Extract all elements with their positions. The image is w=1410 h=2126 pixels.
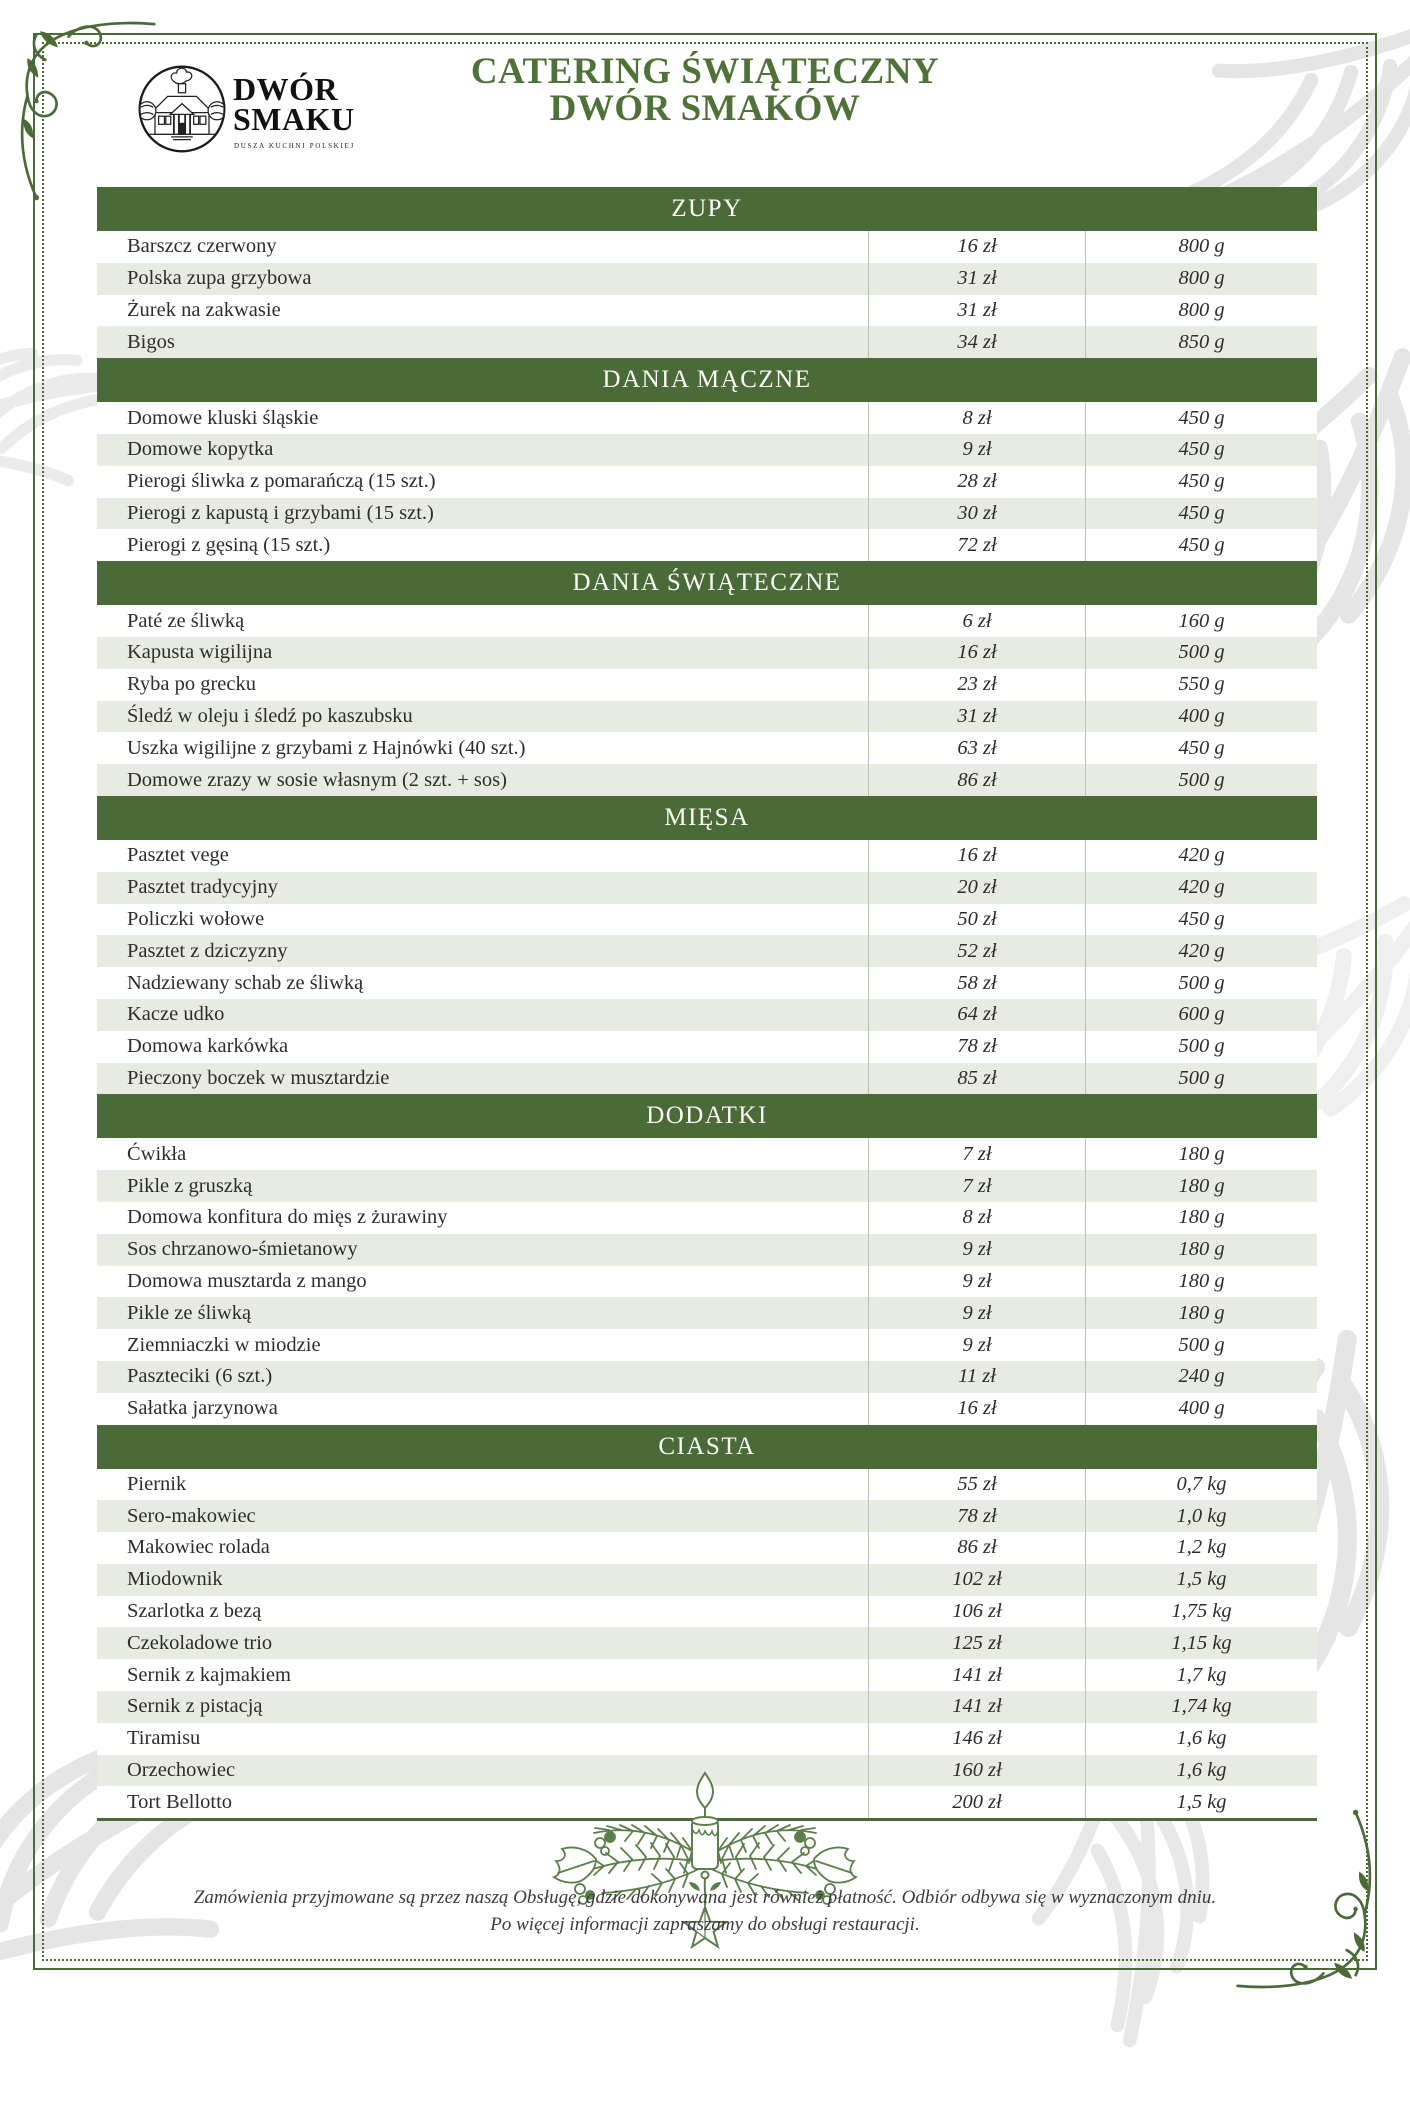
item-name: Makowiec rolada (127, 1536, 270, 1559)
item-weight: 850 g (1085, 326, 1317, 358)
item-price: 125 zł (868, 1627, 1085, 1659)
menu-item-row (97, 529, 1317, 561)
menu-item-row (97, 1723, 1317, 1755)
item-weight: 450 g (1085, 732, 1317, 764)
item-name: Orzechowiec (127, 1759, 236, 1782)
item-price: 63 zł (868, 732, 1085, 764)
menu-item-row (97, 326, 1317, 358)
page-title-line1: CATERING ŚWIĄTECZNY (470, 51, 940, 92)
item-price: 146 zł (868, 1723, 1085, 1755)
item-weight: 450 g (1085, 434, 1317, 466)
page-title (0, 53, 1410, 127)
menu-item-row (97, 263, 1317, 295)
menu-item-row (97, 231, 1317, 263)
menu-item-row (97, 1564, 1317, 1596)
item-weight: 180 g (1085, 1138, 1317, 1170)
item-name: Pierogi śliwka z pomarańczą (15 szt.) (127, 470, 436, 493)
item-price: 141 zł (868, 1691, 1085, 1723)
item-name: Sernik z pistacją (127, 1695, 263, 1718)
item-price: 58 zł (868, 967, 1085, 999)
item-price: 85 zł (868, 1063, 1085, 1095)
item-name: Kacze udko (127, 1003, 225, 1026)
item-price: 141 zł (868, 1659, 1085, 1691)
item-name: Polska zupa grzybowa (127, 267, 312, 290)
item-weight: 1,74 kg (1085, 1691, 1317, 1723)
item-weight: 500 g (1085, 1063, 1317, 1095)
menu-item-row (97, 1297, 1317, 1329)
item-weight: 160 g (1085, 605, 1317, 637)
menu-item-row (97, 1691, 1317, 1723)
item-weight: 1,5 kg (1085, 1564, 1317, 1596)
menu-item-row (97, 999, 1317, 1031)
menu-item-row (97, 1234, 1317, 1266)
menu-item-row (97, 466, 1317, 498)
item-name: Pikle z gruszką (127, 1174, 253, 1197)
item-price: 86 zł (868, 1532, 1085, 1564)
menu-item-row (97, 1202, 1317, 1234)
item-price: 30 zł (868, 498, 1085, 530)
item-name: Sałatka jarzynowa (127, 1397, 278, 1420)
item-name: Kapusta wigilijna (127, 641, 273, 664)
menu-item-row (97, 1627, 1317, 1659)
menu-item-row (97, 295, 1317, 327)
item-name: Pasztet z dziczyzny (127, 939, 288, 962)
item-weight: 450 g (1085, 466, 1317, 498)
footer-note-line2: Po więcej informacji zapraszamy do obsługi restauracji. (490, 1914, 920, 1935)
item-weight: 1,2 kg (1085, 1532, 1317, 1564)
page-title-line2: DWÓR SMAKÓW (549, 88, 861, 129)
logo-tagline: DUSZA KUCHNI POLSKIEJ (234, 142, 355, 150)
item-name: Sero-makowiec (127, 1504, 256, 1527)
item-price: 20 zł (868, 872, 1085, 904)
menu-table (97, 187, 1317, 1821)
menu-item-row (97, 872, 1317, 904)
item-name: Ziemniaczki w miodzie (127, 1333, 321, 1356)
footer-note (100, 1884, 1310, 1938)
item-weight: 400 g (1085, 701, 1317, 733)
item-name: Domowe kopytka (127, 438, 274, 461)
item-price: 9 zł (868, 1297, 1085, 1329)
item-name: Szarlotka z bezą (127, 1600, 262, 1623)
menu-item-row (97, 402, 1317, 434)
item-price: 16 zł (868, 1393, 1085, 1425)
menu-item-row (97, 701, 1317, 733)
item-price: 16 zł (868, 637, 1085, 669)
item-name: Domowe kluski śląskie (127, 406, 319, 429)
menu-item-row (97, 1361, 1317, 1393)
item-weight: 500 g (1085, 1329, 1317, 1361)
item-price: 102 zł (868, 1564, 1085, 1596)
menu-item-row (97, 1031, 1317, 1063)
section-header-5: DODATKI (97, 1094, 1317, 1138)
item-price: 8 zł (868, 402, 1085, 434)
item-name: Sernik z kajmakiem (127, 1663, 291, 1686)
menu-item-row (97, 669, 1317, 701)
menu-item-row (97, 637, 1317, 669)
item-price: 28 zł (868, 466, 1085, 498)
item-weight: 0,7 kg (1085, 1469, 1317, 1501)
item-price: 23 zł (868, 669, 1085, 701)
item-weight: 450 g (1085, 529, 1317, 561)
menu-item-row (97, 1596, 1317, 1628)
item-name: Nadziewany schab ze śliwką (127, 971, 364, 994)
item-weight: 180 g (1085, 1234, 1317, 1266)
item-weight: 180 g (1085, 1297, 1317, 1329)
item-price: 16 zł (868, 231, 1085, 263)
item-name: Ryba po grecku (127, 673, 256, 696)
item-name: Śledź w oleju i śledź po kaszubsku (127, 704, 413, 727)
item-weight: 420 g (1085, 935, 1317, 967)
item-weight: 1,75 kg (1085, 1596, 1317, 1628)
item-weight: 450 g (1085, 402, 1317, 434)
item-name: Sos chrzanowo-śmietanowy (127, 1238, 358, 1261)
item-weight: 500 g (1085, 637, 1317, 669)
item-name: Pierogi z kapustą i grzybami (15 szt.) (127, 501, 434, 524)
menu-item-row (97, 1659, 1317, 1691)
menu-item-row (97, 1393, 1317, 1425)
section-header-4: MIĘSA (97, 796, 1317, 840)
menu-item-row (97, 732, 1317, 764)
menu-item-row (97, 1063, 1317, 1095)
menu-item-row (97, 1469, 1317, 1501)
menu-item-row (97, 434, 1317, 466)
item-price: 31 zł (868, 295, 1085, 327)
item-weight: 1,7 kg (1085, 1659, 1317, 1691)
item-weight: 500 g (1085, 1031, 1317, 1063)
item-name: Domowa konfitura do mięs z żurawiny (127, 1206, 448, 1229)
item-price: 7 zł (868, 1170, 1085, 1202)
menu-item-row (97, 1266, 1317, 1298)
item-price: 78 zł (868, 1031, 1085, 1063)
item-price: 72 zł (868, 529, 1085, 561)
item-name: Pieczony boczek w musztardzie (127, 1066, 390, 1089)
section-header-6: CIASTA (97, 1425, 1317, 1469)
item-price: 55 zł (868, 1469, 1085, 1501)
menu-item-row (97, 1170, 1317, 1202)
item-name: Miodownik (127, 1568, 223, 1591)
item-price: 52 zł (868, 935, 1085, 967)
menu-item-row (97, 1329, 1317, 1361)
logo-word-line1: DWÓR (233, 71, 339, 107)
item-weight: 400 g (1085, 1393, 1317, 1425)
menu-item-row (97, 1532, 1317, 1564)
candle-pine-star-icon (550, 1763, 860, 1993)
menu-item-row (97, 840, 1317, 872)
menu-item-row (97, 1138, 1317, 1170)
item-name: Tort Bellotto (127, 1790, 233, 1813)
item-name: Piernik (127, 1472, 187, 1495)
item-weight: 800 g (1085, 231, 1317, 263)
item-price: 9 zł (868, 1329, 1085, 1361)
item-name: Ćwikła (127, 1142, 187, 1165)
item-price: 8 zł (868, 1202, 1085, 1234)
item-price: 7 zł (868, 1138, 1085, 1170)
menu-item-row (97, 498, 1317, 530)
item-weight: 180 g (1085, 1202, 1317, 1234)
logo-word-line2: SMAKU (233, 101, 355, 137)
section-header-2: DANIA MĄCZNE (97, 358, 1317, 402)
menu-item-row (97, 764, 1317, 796)
item-name: Policzki wołowe (127, 907, 265, 930)
item-name: Barszcz czerwony (127, 235, 277, 258)
item-name: Pasztet vege (127, 844, 229, 867)
item-name: Domowa karkówka (127, 1035, 289, 1058)
item-price: 160 zł (868, 1755, 1085, 1787)
item-weight: 1,15 kg (1085, 1627, 1317, 1659)
item-price: 64 zł (868, 999, 1085, 1031)
item-weight: 1,6 kg (1085, 1723, 1317, 1755)
item-weight: 800 g (1085, 263, 1317, 295)
item-weight: 550 g (1085, 669, 1317, 701)
menu-item-row (97, 967, 1317, 999)
item-weight: 500 g (1085, 967, 1317, 999)
item-weight: 1,0 kg (1085, 1500, 1317, 1532)
menu-item-row (97, 935, 1317, 967)
item-name: Domowe zrazy w sosie własnym (2 szt. + sos) (127, 768, 507, 791)
item-name: Paté ze śliwką (127, 609, 245, 632)
item-name: Paszteciki (6 szt.) (127, 1365, 273, 1388)
menu-item-row (97, 1500, 1317, 1532)
item-weight: 500 g (1085, 764, 1317, 796)
item-price: 11 zł (868, 1361, 1085, 1393)
item-name: Żurek na zakwasie (127, 298, 281, 321)
item-price: 34 zł (868, 326, 1085, 358)
item-price: 86 zł (868, 764, 1085, 796)
item-weight: 420 g (1085, 840, 1317, 872)
item-weight: 180 g (1085, 1266, 1317, 1298)
item-weight: 1,5 kg (1085, 1786, 1317, 1818)
item-price: 200 zł (868, 1786, 1085, 1818)
item-name: Pierogi z gęsiną (15 szt.) (127, 533, 331, 556)
item-price: 50 zł (868, 904, 1085, 936)
item-weight: 180 g (1085, 1170, 1317, 1202)
item-price: 106 zł (868, 1596, 1085, 1628)
item-price: 9 zł (868, 1234, 1085, 1266)
item-price: 31 zł (868, 701, 1085, 733)
section-header-3: DANIA ŚWIĄTECZNE (97, 561, 1317, 605)
item-price: 78 zł (868, 1500, 1085, 1532)
item-name: Domowa musztarda z mango (127, 1269, 367, 1292)
item-weight: 600 g (1085, 999, 1317, 1031)
footer-note-line1: Zamówienia przyjmowane są przez naszą Obsługę, gdzie dokonywana jest również płatność. Odbiór odbywa się w wyznaczonym dniu. (193, 1887, 1217, 1908)
section-header-1: ZUPY (97, 187, 1317, 231)
item-weight: 240 g (1085, 1361, 1317, 1393)
item-price: 9 zł (868, 434, 1085, 466)
item-name: Uszka wigilijne z grzybami z Hajnówki (40 szt.) (127, 736, 526, 759)
item-name: Pikle ze śliwką (127, 1301, 252, 1324)
item-weight: 420 g (1085, 872, 1317, 904)
item-price: 6 zł (868, 605, 1085, 637)
item-price: 31 zł (868, 263, 1085, 295)
item-weight: 1,6 kg (1085, 1755, 1317, 1787)
item-name: Tiramisu (127, 1727, 201, 1750)
item-price: 9 zł (868, 1266, 1085, 1298)
item-price: 16 zł (868, 840, 1085, 872)
menu-item-row (97, 904, 1317, 936)
item-weight: 450 g (1085, 904, 1317, 936)
menu-item-row (97, 605, 1317, 637)
item-name: Pasztet tradycyjny (127, 876, 278, 899)
item-weight: 800 g (1085, 295, 1317, 327)
item-weight: 450 g (1085, 498, 1317, 530)
item-name: Bigos (127, 330, 175, 353)
item-name: Czekoladowe trio (127, 1631, 273, 1654)
